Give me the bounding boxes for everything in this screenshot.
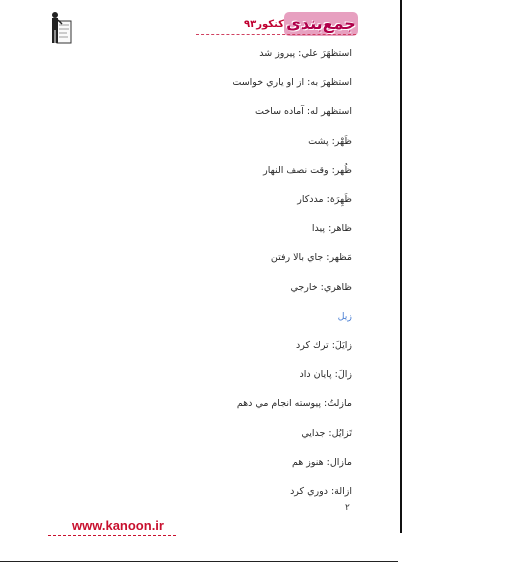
- vocab-entry: ظاهر: پيدا: [311, 223, 352, 235]
- vocab-entry: ازالة: دوري كرد: [290, 486, 352, 497]
- footer-divider: [48, 535, 176, 536]
- vocab-entry[interactable]: زيل: [337, 310, 352, 322]
- vocab-entry: ظاهري: خارجي: [290, 281, 352, 293]
- vocab-entry: مَظهر: جاي بالا رفتن: [270, 252, 352, 264]
- vocab-entry: ظُهر: وقت نصف النهار: [263, 164, 352, 176]
- vocab-entry: استظهر له: آماده ساخت: [254, 106, 352, 118]
- exam-label: کنکور۹۳: [244, 19, 284, 30]
- bottom-border: [0, 561, 398, 562]
- vocab-entry: مازلتُ: پيوسته انجام مي دهم: [236, 398, 352, 410]
- vocab-entry: استظهرَ به: از او ياري خواست: [232, 77, 352, 89]
- footer-url: www.kanoon.ir: [72, 518, 164, 533]
- vocab-entry: استظهَرَ علي: پيروز شد: [259, 48, 352, 59]
- vocab-entry: ظَهْر: پشت: [308, 135, 352, 147]
- vocab-entry: زايَلَ: ترك كرد: [295, 340, 352, 351]
- page-number: ۲: [345, 503, 350, 513]
- vocab-entry: مازال: هنوز هم: [291, 456, 352, 468]
- brand-logo: جمع‌بندی: [284, 12, 358, 36]
- vocab-entry: ظَهِرَة: مددكار: [297, 194, 352, 205]
- vocab-entry: زالَ: پايان داد: [299, 369, 352, 381]
- vocab-entry: تَزايُل: جدايي: [301, 427, 352, 439]
